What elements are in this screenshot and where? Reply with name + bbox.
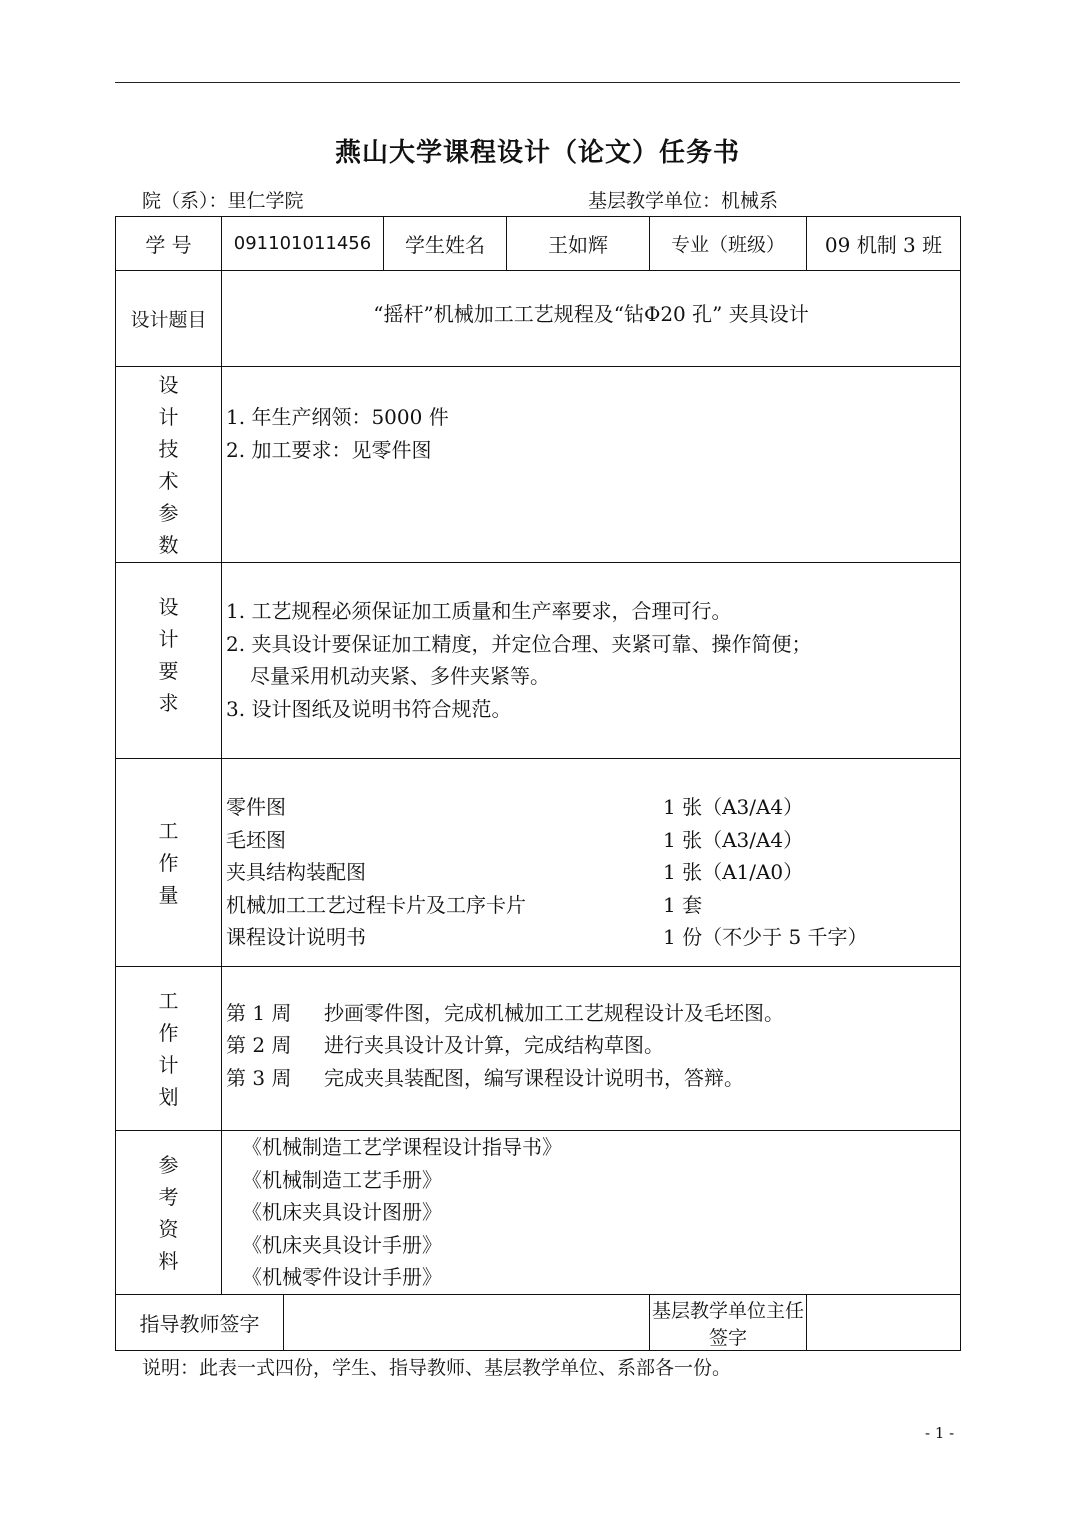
director-signature-field[interactable]	[807, 1295, 961, 1351]
signature-row	[116, 1295, 961, 1351]
parameters-label: 设 计 技 术 参 数	[116, 367, 222, 563]
parameter-line: 2. 加工要求：见零件图	[226, 437, 432, 462]
workload-label: 工 作 量	[116, 759, 222, 967]
parameters-content	[222, 367, 961, 563]
info-row	[116, 217, 961, 271]
workload-item: 课程设计说明书 1 份（不少于 5 千字）	[226, 925, 868, 950]
references-row	[116, 1131, 961, 1295]
workload-item: 机械加工工艺过程卡片及工序卡片 1 套	[226, 892, 703, 917]
plan-item: 第 2 周 进行夹具设计及计算，完成结构草图。	[226, 1033, 664, 1058]
major-value: 09 机制 3 班	[807, 217, 961, 271]
unit-label: 基层教学单位：机械系	[588, 190, 779, 212]
footer-note: 说明：此表一式四份，学生、指导教师、基层教学单位、系部各一份。	[142, 1357, 732, 1379]
workload-item: 毛坯图 1 张（A3/A4）	[226, 827, 804, 852]
major-label: 专业（班级）	[650, 217, 807, 271]
requirement-line: 2. 夹具设计要保证加工精度，并定位合理、夹紧可靠、操作简便；	[226, 631, 812, 656]
parameter-line: 1. 年生产纲领：5000 件	[226, 405, 449, 429]
requirements-content	[222, 563, 961, 759]
teacher-signature-field[interactable]	[284, 1295, 650, 1351]
document-title: 燕山大学课程设计（论文）任务书	[334, 138, 740, 168]
student-name-label: 学生姓名	[384, 217, 507, 271]
reference-item: 《机械零件设计手册》	[242, 1265, 442, 1290]
plan-label: 工 作 计 划	[116, 967, 222, 1131]
workload-item: 夹具结构装配图 1 张（A1/A0）	[226, 860, 804, 885]
task-table	[115, 216, 961, 1351]
requirement-line: 3. 设计图纸及说明书符合规范。	[226, 696, 512, 721]
reference-item: 《机床夹具设计图册》	[242, 1200, 442, 1225]
parameters-row	[116, 367, 961, 563]
director-signature-label: 基层教学单位主任签字	[650, 1295, 807, 1351]
reference-item: 《机床夹具设计手册》	[242, 1232, 442, 1257]
plan-row	[116, 967, 961, 1131]
plan-content	[222, 967, 961, 1131]
requirement-line: 1. 工艺规程必须保证加工质量和生产率要求，合理可行。	[226, 599, 732, 623]
header-rule	[115, 82, 960, 83]
reference-item: 《机械制造工艺手册》	[242, 1167, 442, 1192]
workload-item: 零件图 1 张（A3/A4）	[226, 795, 804, 820]
requirements-row	[116, 563, 961, 759]
department-label: 院（系）：里仁学院	[142, 190, 304, 212]
student-id-label: 学 号	[116, 217, 222, 271]
plan-item: 第 1 周 抄画零件图，完成机械加工工艺规程设计及毛坯图。	[226, 1000, 784, 1025]
page-number: - 1 -	[925, 1424, 955, 1442]
student-name-value: 王如辉	[507, 217, 650, 271]
topic-row	[116, 271, 961, 367]
requirements-label: 设 计 要 求	[116, 563, 222, 759]
workload-content	[222, 759, 961, 967]
reference-item: 《机械制造工艺学课程设计指导书》	[242, 1135, 562, 1160]
references-content	[222, 1131, 961, 1295]
requirement-line: 尽量采用机动夹紧、多件夹紧等。	[250, 664, 550, 688]
student-id-value: 091101011456	[222, 217, 384, 271]
topic-label: 设计题目	[116, 271, 222, 367]
references-label: 参 考 资 料	[116, 1131, 222, 1295]
plan-item: 第 3 周 完成夹具装配图，编写课程设计说明书，答辩。	[226, 1065, 744, 1090]
workload-row	[116, 759, 961, 967]
teacher-signature-label: 指导教师签字	[116, 1295, 284, 1351]
topic-value: “摇杆”机械加工工艺规程及“钻Φ20 孔” 夹具设计	[222, 271, 961, 367]
